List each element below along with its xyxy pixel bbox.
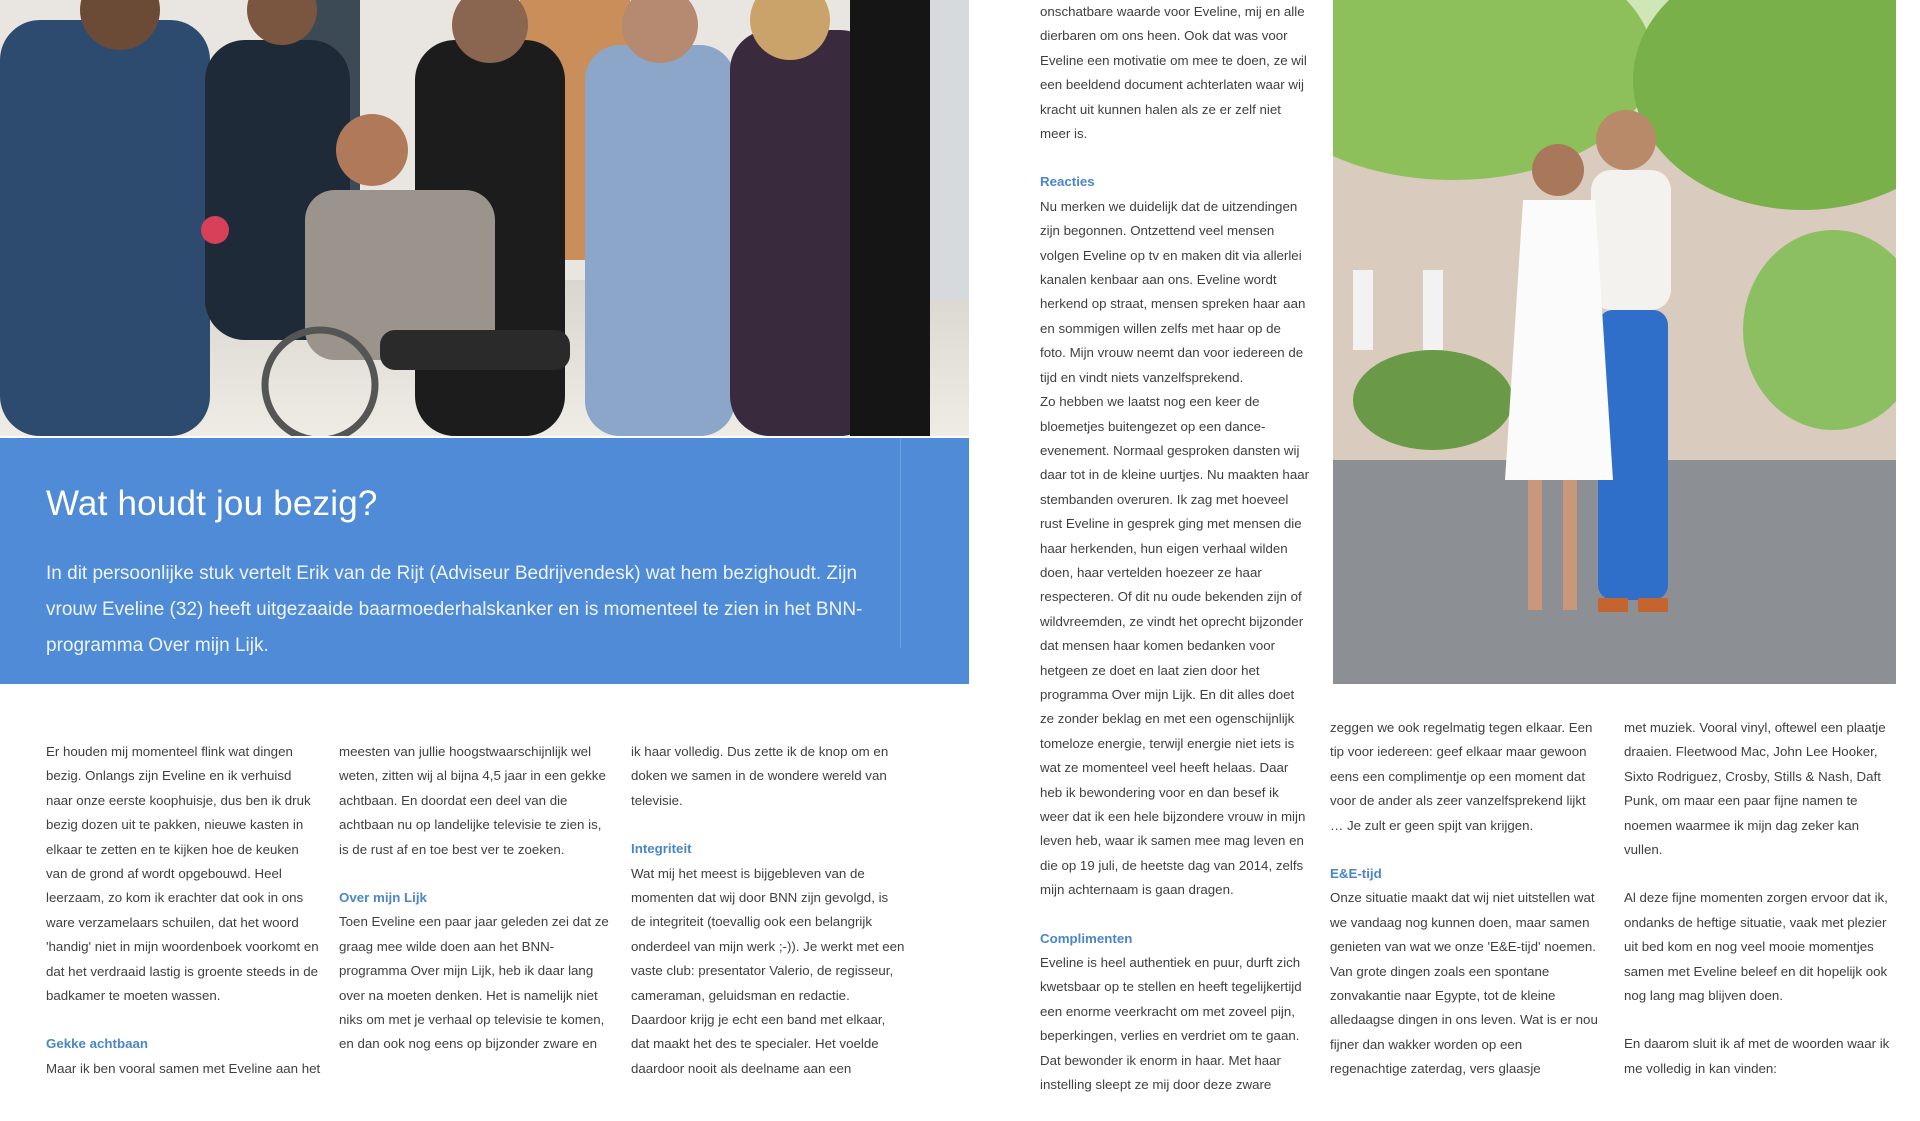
paragraph: ik haar volledig. Dus zette ik de knop om en doken we samen in de wondere wereld van televisie. [631, 744, 889, 808]
article-intro: In dit persoonlijke stuk vertelt Erik van de Rijt (Adviseur Bedrijvendesk) wat hem bezighoudt. Zijn vrouw Eveline (32) heeft uitgezaaide baarmoederhalskanker en is momenteel te zien in het BNN-programma Over mijn Lijk. [46, 563, 863, 656]
group-photo-illustration [0, 0, 969, 436]
paragraph: Wat mij het meest is bijgebleven van de momenten dat wij door BNN zijn gevolgd, is de integriteit (toevallig ook een belangrijk onderdeel van mijn werk ;-)). Je werkt met een vaste club: presentator Valerio, de regisseur, cameraman, geluidsman en redactie. Daardoor krijg je echt een band met elkaar, dat maakt het des te specialer. Het voelde daardoor nooit als deelname aan een [631, 865, 905, 1076]
paragraph: Onze situatie maakt dat wij niet uitstellen wat we vandaag nog kunnen doen, maar samen genieten van wat we onze 'E&E-tijd' noemen. Van grote dingen zoals een spontane zonvakantie naar Egypte, tot de kleine alledaagse dingen in ons leven. Wat is er nou fijner dan wakker worden op een regenachtige zaterdag, vers glaasje [1330, 890, 1598, 1077]
paragraph: zeggen we ook regelmatig tegen elkaar. Een tip voor iedereen: geef elkaar maar gewoon eens een complimentje op een moment dat voor de ander als zeer vanzelfsprekend lijkt … Je zult er geen spijt van krijgen. [1330, 720, 1593, 833]
section-heading: E&E-tijd [1330, 866, 1382, 882]
couple-photo-illustration [1333, 0, 1896, 684]
paragraph: met muziek. Vooral vinyl, oftewel een plaatje draaien. Fleetwood Mac, John Lee Hooker, Sixto Rodriguez, Crosby, Stills & Nash, Daft Punk, om maar een paar fijne namen te noemen waarmee ik mijn dag zeker kan vullen. [1624, 720, 1886, 858]
paragraph: Al deze fijne momenten zorgen ervoor dat ik, ondanks de heftige situatie, vaak met plezier uit bed kom en nog veel mooie momentjes samen met Eveline beleef en dit hopelijk ook nog lang mag blijven doen. [1624, 890, 1888, 1004]
paragraph: onschatbare waarde voor Eveline, mij en alle dierbaren om ons heen. Ook dat was voor Eveline een motivatie om mee te doen, ze wil een beeldend document achterlaten waar wij kracht uit kunnen halen als ze er zelf niet meer is. [1040, 4, 1307, 142]
text-column-4 [1040, 0, 1310, 1121]
paragraph: Eveline is heel authentiek en puur, durft zich kwetsbaar op te stellen en heeft tegelijkertijd een enorme veerkracht om met zoveel pijn, beperkingen, verlies en verdriet om te gaan. Dat bewonder ik enorm in haar. Met haar instelling sleept ze mij door deze zware [1040, 955, 1302, 1093]
paragraph: meesten van jullie hoogstwaarschijnlijk wel weten, zitten wij al bijna 4,5 jaar in een gekke achtbaan. En doordat een deel van die achtbaan nu op landelijke televisie te zien is, is de rust af en toe best ver te zoeken. [339, 744, 606, 857]
text-column-6 [1624, 716, 1894, 1105]
section-heading: Integriteit [631, 841, 692, 857]
article-title: Wat houdt jou bezig? [46, 484, 378, 523]
text-column-1 [46, 740, 321, 1105]
text-column-5 [1330, 716, 1600, 1106]
paragraph: Maar ik ben vooral samen met Eveline aan het [46, 1060, 321, 1076]
group-photo [0, 0, 969, 436]
couple-photo [1333, 0, 1896, 684]
section-heading: Over mijn Lijk [339, 890, 427, 906]
header-box [0, 438, 969, 684]
section-heading: Complimenten [1040, 930, 1133, 946]
paragraph: Zo hebben we laatst nog een keer de bloemetjes buitengezet op een dance-evenement. Normaal gesproken dansten wij daar tot in de kleine uurtjes. Nu maakten haar stembanden overuren. Ik zag met hoeveel rust Eveline in gesprek ging met mensen die haar herkenden, hun eigen verhaal wilden doen, haar vertelden hoezeer ze haar respecteren. Of dit nu oude bekenden zijn of wildvreemden, ze vindt het oprecht bijzonder dat mensen haar komen bedanken voor hetgeen ze doet en laat zien door het programma Over mijn Lijk. En dit alles doet ze zonder beklag en met een ogenschijnlijk tomeloze energie, terwijl energie niet iets is wat ze momenteel veel heeft helaas. Daar heb ik bewondering voor en dan besef ik weer dat ik een hele bijzondere vrouw in mijn leven heb, waar ik samen mee mag leven en die op 19 juli, de heetste dag van 2014, zelfs mijn achternaam is gaan dragen. [1040, 394, 1310, 898]
paragraph: Toen Eveline een paar jaar geleden zei dat ze graag mee wilde doen aan het BNN-programma Over mijn Lijk, heb ik daar lang over na moeten denken. Het is namelijk niet niks om met je verhaal op televisie te komen, en dan ook nog eens op bijzonder zware en [339, 914, 609, 1052]
paragraph: Er houden mij momenteel flink wat dingen bezig. Onlangs zijn Eveline en ik verhuisd naar onze eerste koophuisje, dus ben ik druk bezig dozen uit te pakken, nieuwe kasten in elkaar te zetten en te kijken hoe de keuken van de grond af wordt opgebouwd. Heel leerzaam, zo kom ik erachter dat ook in ons ware verzamelaars schuilen, dat het woord 'handig' niet in mijn woordenboek voorkomt en dat het verdraaid lastig is groente steeds in de badkamer te moeten wassen. [46, 744, 319, 1004]
header-divider [900, 438, 901, 648]
section-heading: Gekke achtbaan [46, 1036, 148, 1052]
paragraph: Nu merken we duidelijk dat de uitzendingen zijn begonnen. Ontzettend veel mensen volgen Eveline op tv en maken dit via allerlei kanalen kenbaar aan ons. Eveline wordt herkend op straat, mensen spreken haar aan en sommigen willen zelfs met haar op de foto. Mijn vrouw neemt dan voor iedereen de tijd en vindt niets vanzelfsprekend. [1040, 198, 1306, 385]
text-column-2 [339, 740, 614, 1081]
paragraph: En daarom sluit ik af met de woorden waar ik me volledig in kan vinden: [1624, 1036, 1890, 1076]
section-heading: Reacties [1040, 174, 1095, 190]
text-column-3 [631, 740, 906, 1105]
